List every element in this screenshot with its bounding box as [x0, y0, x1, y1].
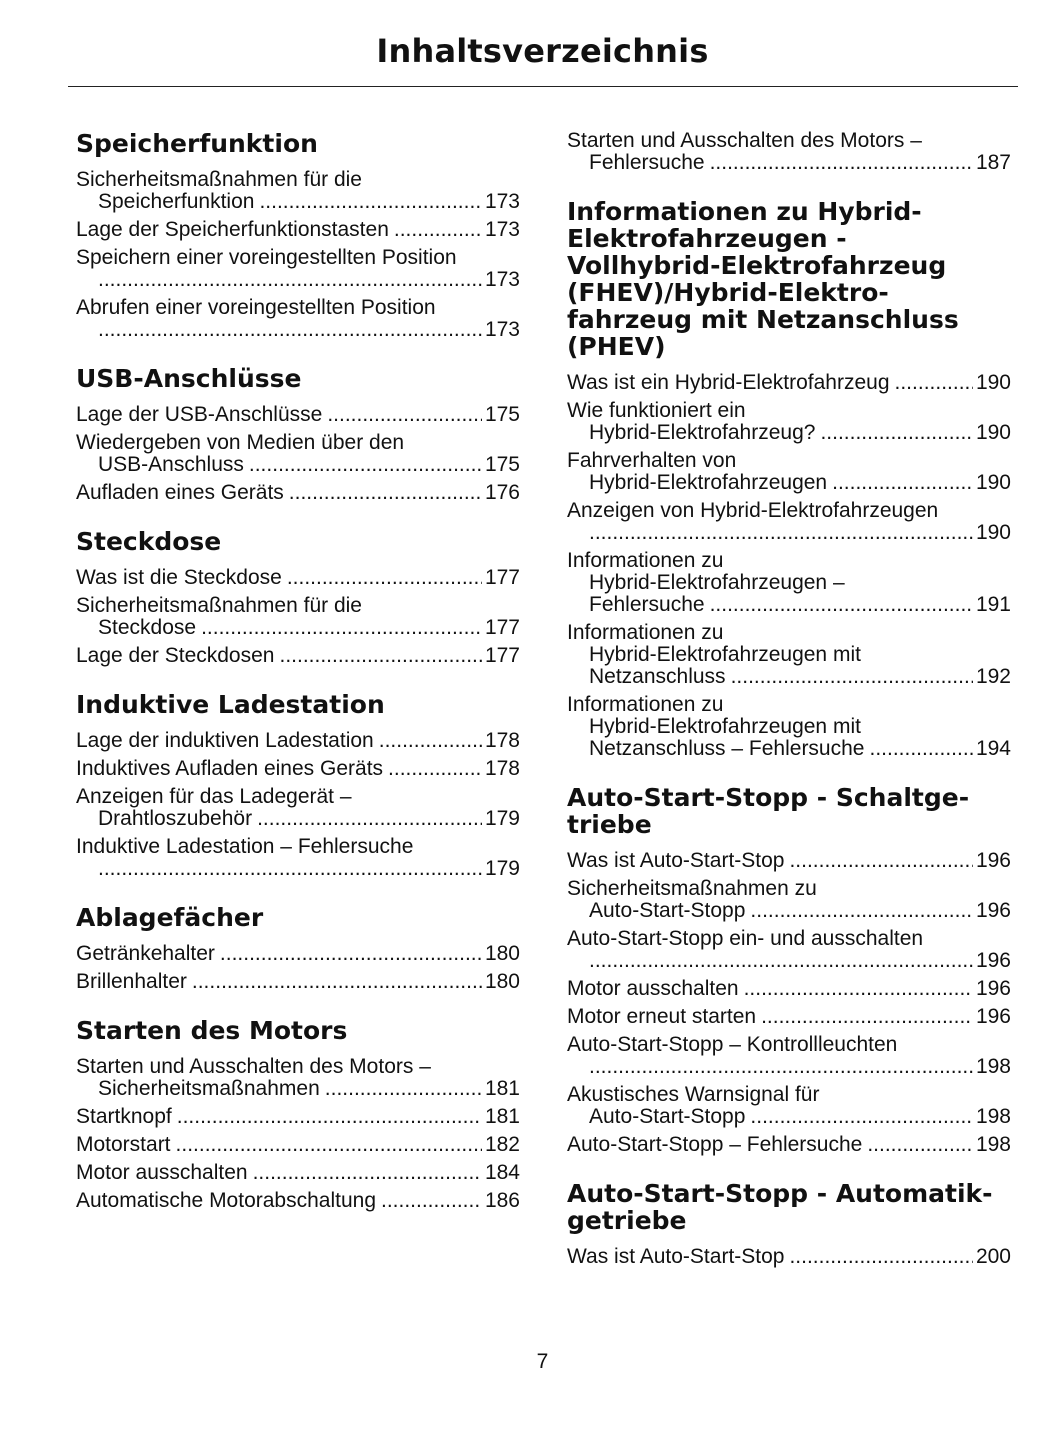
- entry-text-line: Speichern einer voreingestellten Position: [76, 246, 457, 269]
- entry-title: Motorstart: [76, 1133, 171, 1156]
- toc-entry[interactable]: [76, 482, 520, 504]
- toc-entry[interactable]: [567, 694, 1011, 760]
- toc-entry[interactable]: [76, 404, 520, 426]
- dot-leader: [867, 1134, 973, 1156]
- dot-leader: [710, 152, 973, 174]
- entry-text-line: Hybrid-Elektrofahrzeugen –: [589, 571, 845, 594]
- entry-title: Auto-Start-Stopp – Fehlersuche: [567, 1133, 863, 1156]
- entry-page-number: 192: [975, 665, 1011, 688]
- section-heading: USB-Anschlüsse: [76, 364, 302, 393]
- entry-page-number: 177: [484, 644, 520, 667]
- entry-title: Startknopf: [76, 1105, 172, 1128]
- entry-title: Was ist Auto-Start-Stop: [567, 1245, 785, 1268]
- entry-page-number: 190: [975, 421, 1011, 444]
- entry-text-line: Akustisches Warnsignal für: [567, 1083, 820, 1106]
- entry-title: Steckdose: [98, 616, 197, 639]
- entry-page-number: 198: [975, 1133, 1011, 1156]
- entry-title: Auto-Start-Stopp: [589, 1105, 746, 1128]
- dot-leader: [789, 850, 972, 872]
- dot-leader: [895, 372, 973, 394]
- dot-leader: [750, 1106, 973, 1128]
- toc-entry[interactable]: [76, 1134, 520, 1156]
- entry-page-number: 173: [484, 190, 520, 213]
- entry-text-line: Informationen zu: [567, 621, 724, 644]
- entry-page-number: 198: [975, 1105, 1011, 1128]
- section-heading-line: Auto-Start-Stopp - Automatik-: [567, 1179, 993, 1208]
- entry-page-number: 182: [484, 1133, 520, 1156]
- entry-text-line: Sicherheitsmaßnahmen für die: [76, 168, 362, 191]
- toc-entry[interactable]: [567, 850, 1011, 872]
- entry-page-number: 176: [484, 481, 520, 504]
- dot-leader: [379, 730, 482, 752]
- toc-entry[interactable]: [76, 432, 520, 476]
- entry-page-number: 179: [484, 807, 520, 830]
- toc-section: [76, 528, 520, 667]
- section-heading: [567, 1180, 1011, 1234]
- entry-title: Drahtloszubehör: [98, 807, 253, 830]
- entry-title: Hybrid-Elektrofahrzeug?: [589, 421, 816, 444]
- toc-section: [567, 784, 1011, 1156]
- dot-leader: [259, 191, 482, 213]
- entry-title: Lage der Steckdosen: [76, 644, 275, 667]
- dot-leader: [589, 1056, 973, 1078]
- dot-leader: [325, 1078, 482, 1100]
- entry-title: Fehlersuche: [589, 151, 705, 174]
- entry-page-number: 178: [484, 729, 520, 752]
- toc-section: [76, 1017, 520, 1212]
- toc-entry[interactable]: [567, 1134, 1011, 1156]
- entry-text-line: Sicherheitsmaßnahmen für die: [76, 594, 362, 617]
- toc-section: [567, 198, 1011, 760]
- entry-title: Lage der Speicherfunktionstasten: [76, 218, 389, 241]
- dot-leader: [744, 978, 973, 1000]
- entry-title: Auto-Start-Stopp: [589, 899, 746, 922]
- section-heading: Induktive Ladestation: [76, 690, 385, 719]
- toc-entry[interactable]: [76, 1162, 520, 1184]
- entry-text-line: Hybrid-Elektrofahrzeugen mit: [589, 715, 861, 738]
- entry-page-number: 200: [975, 1245, 1011, 1268]
- dot-leader: [176, 1134, 482, 1156]
- toc-entry[interactable]: [76, 645, 520, 667]
- dot-leader: [192, 971, 482, 993]
- toc-entry[interactable]: [567, 372, 1011, 394]
- toc-entry[interactable]: [567, 1246, 1011, 1268]
- dot-leader: [750, 900, 973, 922]
- section-heading-line: Elektrofahrzeugen -: [567, 224, 847, 253]
- entry-text-line: Abrufen einer voreingestellten Position: [76, 296, 436, 319]
- dot-leader: [832, 472, 973, 494]
- toc-section: [567, 1180, 1011, 1268]
- dot-leader: [381, 1190, 482, 1212]
- toc-entry[interactable]: [76, 219, 520, 241]
- dot-leader: [789, 1246, 972, 1268]
- section-heading-line: getriebe: [567, 1206, 687, 1235]
- toc-entry[interactable]: [567, 450, 1011, 494]
- dot-leader: [201, 617, 482, 639]
- dot-leader: [589, 950, 973, 972]
- dot-leader: [279, 645, 481, 667]
- dot-leader: [394, 219, 482, 241]
- dot-leader: [388, 758, 482, 780]
- entry-page-number: 173: [484, 218, 520, 241]
- toc-entry[interactable]: [76, 836, 520, 880]
- entry-text-line: Anzeigen von Hybrid-Elektrofahrzeugen: [567, 499, 939, 522]
- entry-title: Lage der USB-Anschlüsse: [76, 403, 323, 426]
- toc-section: [76, 904, 520, 993]
- entry-page-number: 196: [975, 899, 1011, 922]
- dot-leader: [98, 269, 482, 291]
- section-heading-line: fahrzeug mit Netzanschluss: [567, 305, 959, 334]
- entry-title: Automatische Motorabschaltung: [76, 1189, 376, 1212]
- entry-title: Lage der induktiven Ladestation: [76, 729, 374, 752]
- entry-title: Sicherheitsmaßnahmen: [98, 1077, 320, 1100]
- entry-page-number: 196: [975, 977, 1011, 1000]
- toc-section: [76, 691, 520, 880]
- entry-text-line: Auto-Start-Stopp ein- und ausschalten: [567, 927, 924, 950]
- toc-entry[interactable]: [76, 169, 520, 213]
- section-heading: Ablagefächer: [76, 903, 264, 932]
- dot-leader: [289, 482, 482, 504]
- entry-text-line: Wie funktioniert ein: [567, 399, 746, 422]
- entry-page-number: 190: [975, 371, 1011, 394]
- dot-leader: [98, 319, 482, 341]
- section-heading: Speicherfunktion: [76, 129, 318, 158]
- entry-page-number: 179: [484, 857, 520, 880]
- entry-page-number: 178: [484, 757, 520, 780]
- section-heading: Starten des Motors: [76, 1016, 348, 1045]
- entry-page-number: 173: [484, 318, 520, 341]
- entry-title: Brillenhalter: [76, 970, 187, 993]
- entry-text-line: Wiedergeben von Medien über den: [76, 431, 405, 454]
- entry-title: Was ist die Steckdose: [76, 566, 282, 589]
- dot-leader: [820, 422, 973, 444]
- entry-page-number: 190: [975, 521, 1011, 544]
- toc-entry[interactable]: [76, 758, 520, 780]
- entry-title: Motor ausschalten: [76, 1161, 248, 1184]
- toc-entry[interactable]: [76, 247, 520, 291]
- toc-section: [76, 130, 520, 341]
- section-heading: [567, 784, 1011, 838]
- toc-entry[interactable]: [76, 1106, 520, 1128]
- dot-leader: [98, 858, 482, 880]
- entry-text-line: Anzeigen für das Ladegerät –: [76, 785, 352, 808]
- entry-text-line: Informationen zu: [567, 549, 724, 572]
- dot-leader: [327, 404, 482, 426]
- toc-entry[interactable]: [567, 130, 1011, 174]
- toc-entry[interactable]: [567, 1034, 1011, 1078]
- toc-entry[interactable]: [567, 1084, 1011, 1128]
- section-heading-line: (FHEV)/Hybrid-Elektro-: [567, 278, 889, 307]
- entry-title: Netzanschluss: [589, 665, 726, 688]
- entry-page-number: 196: [975, 849, 1011, 872]
- toc-entry[interactable]: [567, 550, 1011, 616]
- toc-entry[interactable]: [567, 500, 1011, 544]
- toc-section: [76, 365, 520, 504]
- toc-entry[interactable]: [567, 878, 1011, 922]
- section-heading-line: Informationen zu Hybrid-: [567, 197, 922, 226]
- toc-entry[interactable]: [76, 730, 520, 752]
- entry-title: Induktives Aufladen eines Geräts: [76, 757, 384, 780]
- toc-entry[interactable]: [567, 400, 1011, 444]
- entry-title: Motor erneut starten: [567, 1005, 757, 1028]
- dot-leader: [761, 1006, 973, 1028]
- title-divider: [68, 86, 1018, 87]
- dot-leader: [253, 1162, 482, 1184]
- entry-page-number: 198: [975, 1055, 1011, 1078]
- entry-text-line: Hybrid-Elektrofahrzeugen mit: [589, 643, 861, 666]
- dot-leader: [731, 666, 973, 688]
- toc-column-left: [76, 130, 520, 1236]
- entry-title: Netzanschluss – Fehlersuche: [589, 737, 865, 760]
- dot-leader: [249, 454, 482, 476]
- dot-leader: [710, 594, 973, 616]
- entry-text-line: Informationen zu: [567, 693, 724, 716]
- entry-page-number: 180: [484, 942, 520, 965]
- entry-text-line: Auto-Start-Stopp – Kontrollleuchten: [567, 1033, 898, 1056]
- entry-page-number: 191: [975, 593, 1011, 616]
- page-title: Inhaltsverzeichnis: [376, 32, 709, 70]
- toc-entry[interactable]: [567, 622, 1011, 688]
- entry-page-number: 194: [975, 737, 1011, 760]
- entry-page-number: 181: [484, 1105, 520, 1128]
- entry-page-number: 196: [975, 949, 1011, 972]
- entry-title: Getränkehalter: [76, 942, 215, 965]
- entry-page-number: 196: [975, 1005, 1011, 1028]
- section-heading-line: triebe: [567, 810, 652, 839]
- section-heading-line: Auto-Start-Stopp - Schaltge-: [567, 783, 970, 812]
- dot-leader: [257, 808, 482, 830]
- toc-column-right: [567, 130, 1011, 1292]
- entry-text-line: Sicherheitsmaßnahmen zu: [567, 877, 817, 900]
- dot-leader: [177, 1106, 482, 1128]
- entry-page-number: 173: [484, 268, 520, 291]
- entry-title: Hybrid-Elektrofahrzeugen: [589, 471, 828, 494]
- toc-entry[interactable]: [76, 1190, 520, 1212]
- entry-page-number: 175: [484, 453, 520, 476]
- toc-entry[interactable]: [76, 595, 520, 639]
- dot-leader: [220, 943, 482, 965]
- entry-title: Speicherfunktion: [98, 190, 255, 213]
- entry-page-number: 181: [484, 1077, 520, 1100]
- toc-entry[interactable]: [76, 971, 520, 993]
- entry-page-number: 184: [484, 1161, 520, 1184]
- entry-text-line: Fahrverhalten von: [567, 449, 737, 472]
- toc-entry[interactable]: [567, 928, 1011, 972]
- dot-leader: [589, 522, 973, 544]
- section-heading-line: Vollhybrid-Elektrofahrzeug: [567, 251, 947, 280]
- entry-page-number: 190: [975, 471, 1011, 494]
- entry-text-line: Induktive Ladestation – Fehlersuche: [76, 835, 414, 858]
- toc-section: [567, 130, 1011, 174]
- entry-title: USB-Anschluss: [98, 453, 244, 476]
- toc-entry[interactable]: [76, 567, 520, 589]
- entry-title: Fehlersuche: [589, 593, 705, 616]
- toc-entry[interactable]: [76, 943, 520, 965]
- entry-title: Was ist Auto-Start-Stop: [567, 849, 785, 872]
- entry-title: Aufladen eines Geräts: [76, 481, 284, 504]
- section-heading: [567, 198, 1011, 360]
- entry-title: Motor ausschalten: [567, 977, 739, 1000]
- toc-entry[interactable]: [76, 786, 520, 830]
- entry-page-number: 177: [484, 616, 520, 639]
- entry-text-line: Starten und Ausschalten des Motors –: [76, 1055, 431, 1078]
- entry-page-number: 177: [484, 566, 520, 589]
- section-heading-line: (PHEV): [567, 332, 666, 361]
- entry-text-line: Starten und Ausschalten des Motors –: [567, 129, 922, 152]
- dot-leader: [869, 738, 972, 760]
- entry-page-number: 180: [484, 970, 520, 993]
- entry-page-number: 175: [484, 403, 520, 426]
- entry-page-number: 186: [484, 1189, 520, 1212]
- entry-page-number: 187: [975, 151, 1011, 174]
- entry-title: Was ist ein Hybrid-Elektrofahrzeug: [567, 371, 890, 394]
- page-number: 7: [536, 1350, 549, 1373]
- dot-leader: [287, 567, 482, 589]
- toc-entry[interactable]: [567, 1006, 1011, 1028]
- toc-entry[interactable]: [76, 297, 520, 341]
- toc-entry[interactable]: [567, 978, 1011, 1000]
- section-heading: Steckdose: [76, 527, 222, 556]
- toc-entry[interactable]: [76, 1056, 520, 1100]
